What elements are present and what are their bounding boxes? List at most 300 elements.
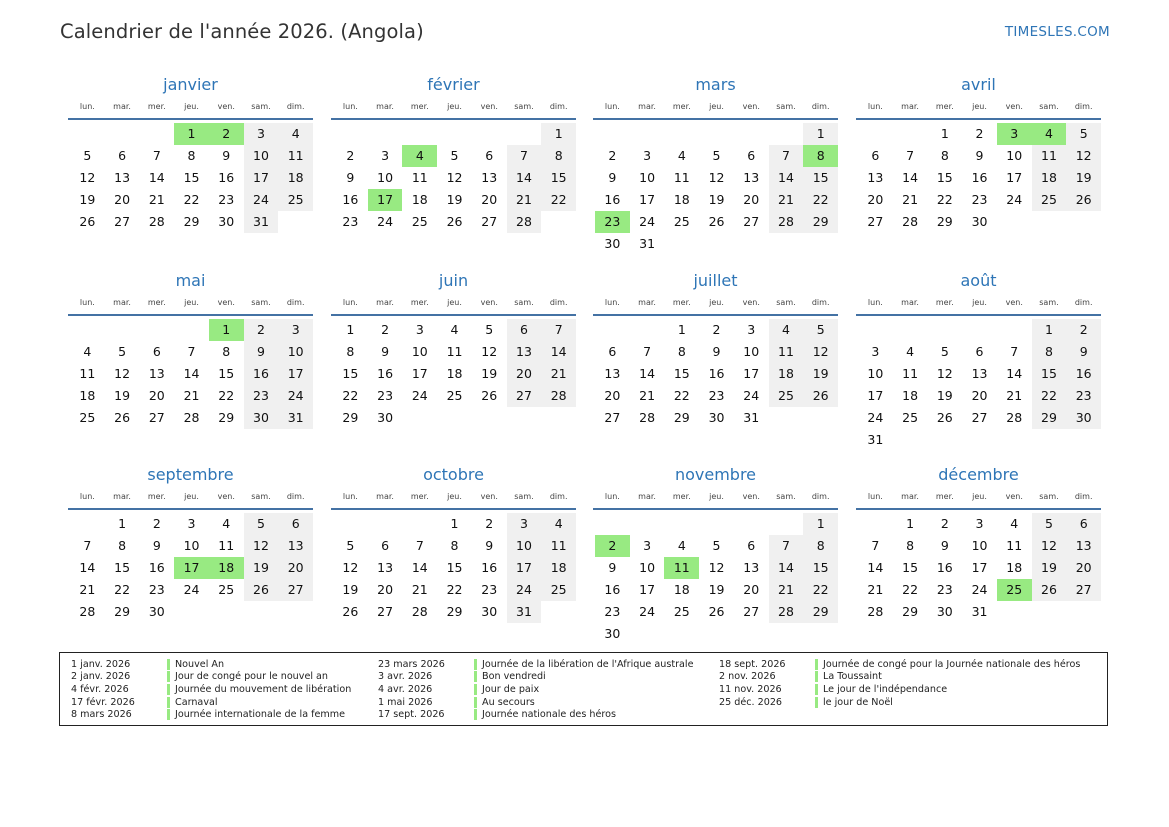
- day-cell: 31: [971, 604, 988, 619]
- day-cell: 14: [769, 167, 804, 189]
- week-row: [858, 601, 1101, 623]
- day-cell: 16: [604, 582, 621, 597]
- day-cell: 12: [481, 344, 498, 359]
- day-cell: 11: [79, 366, 96, 381]
- weekday-label: mer.: [147, 492, 166, 501]
- day-cell: 5: [803, 319, 838, 341]
- week-row: [595, 623, 838, 645]
- empty-cell: [734, 233, 769, 255]
- weekday-label: lun.: [867, 492, 883, 501]
- day-cell: 1: [541, 123, 576, 145]
- day-cell: 25: [411, 214, 428, 229]
- day-cell: 4: [83, 344, 92, 359]
- day-cell: 13: [377, 560, 394, 575]
- day-cell: 19: [244, 557, 279, 579]
- holiday-day-cell: 8: [803, 145, 838, 167]
- weekday-label: mer.: [410, 298, 429, 307]
- empty-cell: [541, 211, 576, 233]
- day-cell: 11: [1006, 538, 1023, 553]
- day-cell: 3: [381, 148, 390, 163]
- day-cell: 26: [244, 579, 279, 601]
- day-cell: 25: [673, 214, 690, 229]
- day-cell: 3: [187, 516, 196, 531]
- day-cell: 22: [114, 582, 131, 597]
- empty-cell: [769, 623, 804, 645]
- empty-cell: [630, 123, 665, 145]
- week-row: [858, 579, 1101, 601]
- legend-item: [719, 683, 1080, 696]
- week-row: [70, 167, 313, 189]
- day-cell: 1: [677, 322, 686, 337]
- day-cell: 23: [936, 582, 953, 597]
- day-cell: 28: [148, 214, 165, 229]
- day-cell: 14: [148, 170, 165, 185]
- day-cell: 3: [415, 322, 424, 337]
- week-row: [595, 535, 838, 557]
- week-row: [858, 167, 1101, 189]
- day-cell: 22: [541, 189, 576, 211]
- day-cell: 1: [346, 322, 355, 337]
- day-cell: 1: [803, 513, 838, 535]
- day-cell: 4: [541, 513, 576, 535]
- week-row: [70, 341, 313, 363]
- day-cell: 22: [936, 192, 953, 207]
- week-row: [858, 429, 1101, 451]
- day-cell: 21: [902, 192, 919, 207]
- day-cell: 29: [183, 214, 200, 229]
- day-cell: 29: [342, 410, 359, 425]
- empty-cell: [734, 513, 769, 535]
- day-cell: 1: [940, 126, 949, 141]
- weekday-header: [68, 296, 313, 316]
- empty-cell: [105, 123, 140, 145]
- day-cell: 8: [450, 538, 459, 553]
- legend-column: [71, 658, 351, 721]
- month-février: [331, 70, 576, 233]
- day-cell: 15: [1032, 363, 1067, 385]
- day-cell: 19: [342, 582, 359, 597]
- day-cell: 22: [803, 189, 838, 211]
- empty-cell: [699, 123, 734, 145]
- day-cell: 20: [743, 582, 760, 597]
- holiday-marker: [167, 671, 170, 682]
- legend-item: [719, 658, 1080, 671]
- legend-item: [71, 696, 351, 709]
- empty-cell: [699, 513, 734, 535]
- holiday-marker: [167, 659, 170, 670]
- day-cell: 6: [1066, 513, 1101, 535]
- day-cell: 12: [114, 366, 131, 381]
- day-cell: 16: [971, 170, 988, 185]
- brand-link[interactable]: TIMESLES.COM: [1004, 24, 1110, 40]
- day-cell: 11: [411, 170, 428, 185]
- weekday-label: lun.: [604, 102, 620, 111]
- day-cell: 2: [1066, 319, 1101, 341]
- weekday-label: mar.: [638, 298, 656, 307]
- weekday-label: jeu.: [447, 102, 462, 111]
- day-cell: 23: [218, 192, 235, 207]
- day-cell: 15: [673, 366, 690, 381]
- empty-cell: [893, 429, 928, 451]
- weekday-header: [593, 100, 838, 120]
- day-cell: 26: [114, 410, 131, 425]
- day-cell: 20: [971, 388, 988, 403]
- day-cell: 20: [604, 388, 621, 403]
- legend-item: [378, 683, 693, 696]
- day-cell: 22: [218, 388, 235, 403]
- empty-cell: [734, 123, 769, 145]
- day-cell: 15: [541, 167, 576, 189]
- weekday-label: ven.: [742, 492, 760, 501]
- weekday-label: dim.: [286, 492, 305, 501]
- day-cell: 18: [1006, 560, 1023, 575]
- week-row: [333, 211, 576, 233]
- day-cell: 10: [1006, 148, 1023, 163]
- month-janvier: [68, 70, 313, 233]
- day-cell: 13: [1066, 535, 1101, 557]
- day-cell: 27: [1066, 579, 1101, 601]
- day-cell: 25: [1032, 189, 1067, 211]
- holiday-day-cell: 1: [209, 319, 244, 341]
- empty-cell: [997, 211, 1032, 233]
- weekday-label: dim.: [549, 492, 568, 501]
- week-row: [595, 601, 838, 623]
- day-cell: 14: [79, 560, 96, 575]
- legend-date: 18 sept. 2026: [719, 658, 786, 670]
- day-cell: 3: [643, 538, 652, 553]
- day-cell: 8: [906, 538, 915, 553]
- day-cell: 30: [148, 604, 165, 619]
- day-cell: 3: [871, 344, 880, 359]
- empty-cell: [769, 513, 804, 535]
- weekday-label: ven.: [1005, 298, 1023, 307]
- day-cell: 21: [183, 388, 200, 403]
- day-cell: 2: [485, 516, 494, 531]
- day-cell: 5: [712, 148, 721, 163]
- weekday-label: jeu.: [447, 492, 462, 501]
- day-cell: 24: [743, 388, 760, 403]
- day-cell: 1: [906, 516, 915, 531]
- empty-cell: [595, 319, 630, 341]
- day-cell: 17: [244, 167, 279, 189]
- day-cell: 7: [507, 145, 542, 167]
- day-cell: 20: [743, 192, 760, 207]
- day-cell: 9: [381, 344, 390, 359]
- day-cell: 27: [148, 410, 165, 425]
- weekday-label: mer.: [410, 492, 429, 501]
- day-cell: 5: [1066, 123, 1101, 145]
- day-cell: 21: [639, 388, 656, 403]
- week-row: [70, 535, 313, 557]
- week-row: [595, 233, 838, 255]
- empty-cell: [927, 319, 962, 341]
- day-cell: 29: [803, 211, 838, 233]
- day-cell: 22: [342, 388, 359, 403]
- day-cell: 10: [183, 538, 200, 553]
- day-cell: 24: [278, 385, 313, 407]
- day-cell: 2: [381, 322, 390, 337]
- day-cell: 4: [769, 319, 804, 341]
- day-cell: 11: [673, 170, 690, 185]
- holiday-marker: [167, 709, 170, 720]
- empty-cell: [1032, 601, 1067, 623]
- day-cell: 25: [79, 410, 96, 425]
- day-cell: 24: [244, 189, 279, 211]
- empty-cell: [630, 319, 665, 341]
- day-cell: 11: [218, 538, 235, 553]
- day-cell: 22: [902, 582, 919, 597]
- day-cell: 27: [377, 604, 394, 619]
- day-cell: 3: [643, 148, 652, 163]
- day-cell: 10: [639, 560, 656, 575]
- empty-cell: [630, 623, 665, 645]
- day-cell: 7: [415, 538, 424, 553]
- day-cell: 18: [1032, 167, 1067, 189]
- empty-cell: [1032, 429, 1067, 451]
- day-cell: 10: [278, 341, 313, 363]
- empty-cell: [858, 319, 893, 341]
- day-cell: 8: [222, 344, 231, 359]
- day-cell: 6: [747, 538, 756, 553]
- empty-cell: [997, 601, 1032, 623]
- week-row: [333, 145, 576, 167]
- weekday-label: sam.: [514, 298, 534, 307]
- day-cell: 6: [381, 538, 390, 553]
- day-cell: 14: [902, 170, 919, 185]
- week-row: [858, 363, 1101, 385]
- holiday-marker: [815, 659, 818, 670]
- month-novembre: [593, 460, 838, 645]
- day-cell: 26: [1032, 579, 1067, 601]
- empty-cell: [70, 123, 105, 145]
- day-cell: 31: [867, 432, 884, 447]
- holiday-day-cell: 4: [402, 145, 437, 167]
- day-cell: 14: [411, 560, 428, 575]
- day-cell: 2: [346, 148, 355, 163]
- day-cell: 6: [507, 319, 542, 341]
- day-cell: 16: [1066, 363, 1101, 385]
- day-cell: 20: [481, 192, 498, 207]
- day-cell: 3: [975, 516, 984, 531]
- day-cell: 8: [187, 148, 196, 163]
- day-cell: 31: [507, 601, 542, 623]
- day-cell: 17: [1006, 170, 1023, 185]
- weekday-label: jeu.: [184, 298, 199, 307]
- day-cell: 15: [936, 170, 953, 185]
- holiday-marker: [474, 671, 477, 682]
- empty-cell: [174, 319, 209, 341]
- day-cell: 17: [971, 560, 988, 575]
- day-cell: 18: [902, 388, 919, 403]
- day-cell: 29: [218, 410, 235, 425]
- weekday-label: sam.: [514, 492, 534, 501]
- day-cell: 11: [902, 366, 919, 381]
- day-cell: 26: [79, 214, 96, 229]
- day-cell: 18: [541, 557, 576, 579]
- weekday-label: mer.: [147, 298, 166, 307]
- weekday-label: lun.: [342, 102, 358, 111]
- day-cell: 5: [118, 344, 127, 359]
- day-cell: 30: [1066, 407, 1101, 429]
- day-cell: 27: [481, 214, 498, 229]
- day-cell: 20: [148, 388, 165, 403]
- week-row: [858, 145, 1101, 167]
- legend-item: [71, 671, 351, 684]
- week-row: [858, 319, 1101, 341]
- empty-cell: [333, 513, 368, 535]
- week-row: [333, 557, 576, 579]
- holiday-day-cell: 17: [174, 557, 209, 579]
- legend-column: [378, 658, 693, 721]
- day-cell: 27: [867, 214, 884, 229]
- day-cell: 28: [183, 410, 200, 425]
- empty-cell: [803, 233, 838, 255]
- empty-cell: [368, 123, 403, 145]
- legend-date: 8 mars 2026: [71, 709, 132, 721]
- day-cell: 22: [1032, 385, 1067, 407]
- day-cell: 20: [867, 192, 884, 207]
- week-row: [595, 167, 838, 189]
- day-cell: 30: [604, 236, 621, 251]
- holiday-day-cell: 17: [368, 189, 403, 211]
- month-juin: [331, 266, 576, 429]
- day-cell: 27: [114, 214, 131, 229]
- day-cell: 24: [1006, 192, 1023, 207]
- week-row: [595, 341, 838, 363]
- day-cell: 31: [278, 407, 313, 429]
- week-row: [595, 189, 838, 211]
- day-cell: 9: [608, 560, 617, 575]
- day-cell: 9: [485, 538, 494, 553]
- weekday-label: ven.: [217, 298, 235, 307]
- day-cell: 27: [507, 385, 542, 407]
- day-cell: 23: [148, 582, 165, 597]
- empty-cell: [997, 429, 1032, 451]
- day-cell: 10: [244, 145, 279, 167]
- week-row: [595, 513, 838, 535]
- day-cell: 1: [1032, 319, 1067, 341]
- weekday-label: sam.: [1039, 102, 1059, 111]
- week-row: [70, 189, 313, 211]
- day-cell: 14: [769, 557, 804, 579]
- day-cell: 13: [481, 170, 498, 185]
- day-cell: 16: [481, 560, 498, 575]
- day-cell: 15: [446, 560, 463, 575]
- legend-date: 23 mars 2026: [378, 658, 445, 670]
- day-cell: 23: [971, 192, 988, 207]
- empty-cell: [962, 319, 997, 341]
- week-row: [70, 407, 313, 429]
- legend-date: 2 nov. 2026: [719, 671, 776, 683]
- empty-cell: [278, 601, 313, 623]
- legend-date: 25 déc. 2026: [719, 696, 783, 708]
- week-row: [70, 513, 313, 535]
- day-cell: 11: [541, 535, 576, 557]
- day-cell: 1: [450, 516, 459, 531]
- day-cell: 12: [342, 560, 359, 575]
- day-cell: 7: [187, 344, 196, 359]
- weekday-label: mar.: [901, 492, 919, 501]
- day-cell: 8: [346, 344, 355, 359]
- day-cell: 28: [902, 214, 919, 229]
- legend-item: [378, 671, 693, 684]
- day-cell: 7: [83, 538, 92, 553]
- day-cell: 26: [446, 214, 463, 229]
- holiday-day-cell: 18: [209, 557, 244, 579]
- day-cell: 26: [936, 410, 953, 425]
- empty-cell: [699, 623, 734, 645]
- weekday-header: [331, 490, 576, 510]
- day-cell: 21: [1006, 388, 1023, 403]
- day-cell: 17: [278, 363, 313, 385]
- week-row: [70, 579, 313, 601]
- day-cell: 24: [411, 388, 428, 403]
- day-cell: 4: [677, 538, 686, 553]
- day-cell: 15: [114, 560, 131, 575]
- empty-cell: [333, 123, 368, 145]
- empty-cell: [472, 407, 507, 429]
- day-cell: 3: [747, 322, 756, 337]
- weekday-header: [331, 100, 576, 120]
- day-cell: 16: [604, 192, 621, 207]
- day-cell: 14: [639, 366, 656, 381]
- weekday-label: sam.: [1039, 298, 1059, 307]
- weekday-label: sam.: [251, 492, 271, 501]
- day-cell: 20: [1066, 557, 1101, 579]
- legend-item: [71, 708, 351, 721]
- holiday-marker: [474, 697, 477, 708]
- day-cell: 18: [411, 192, 428, 207]
- day-cell: 22: [183, 192, 200, 207]
- week-row: [70, 363, 313, 385]
- day-cell: 14: [867, 560, 884, 575]
- day-cell: 8: [1032, 341, 1067, 363]
- day-cell: 29: [902, 604, 919, 619]
- holiday-day-cell: 2: [595, 535, 630, 557]
- day-cell: 2: [712, 322, 721, 337]
- day-cell: 19: [481, 366, 498, 381]
- day-cell: 11: [446, 344, 463, 359]
- day-cell: 27: [604, 410, 621, 425]
- day-cell: 4: [278, 123, 313, 145]
- day-cell: 26: [803, 385, 838, 407]
- day-cell: 28: [769, 211, 804, 233]
- weekday-label: lun.: [342, 492, 358, 501]
- legend-item: [378, 658, 693, 671]
- day-cell: 11: [1032, 145, 1067, 167]
- day-cell: 9: [346, 170, 355, 185]
- weekday-label: mar.: [638, 102, 656, 111]
- legend-date: 11 nov. 2026: [719, 683, 782, 695]
- weekday-label: jeu.: [184, 102, 199, 111]
- week-row: [858, 189, 1101, 211]
- empty-cell: [209, 601, 244, 623]
- empty-cell: [664, 623, 699, 645]
- day-cell: 24: [507, 579, 542, 601]
- day-cell: 6: [152, 344, 161, 359]
- empty-cell: [437, 123, 472, 145]
- day-cell: 28: [79, 604, 96, 619]
- empty-cell: [664, 233, 699, 255]
- week-row: [595, 407, 838, 429]
- empty-cell: [734, 623, 769, 645]
- holiday-day-cell: 25: [997, 579, 1032, 601]
- week-row: [70, 557, 313, 579]
- day-cell: 25: [902, 410, 919, 425]
- empty-cell: [1066, 429, 1101, 451]
- week-row: [70, 601, 313, 623]
- day-cell: 24: [867, 410, 884, 425]
